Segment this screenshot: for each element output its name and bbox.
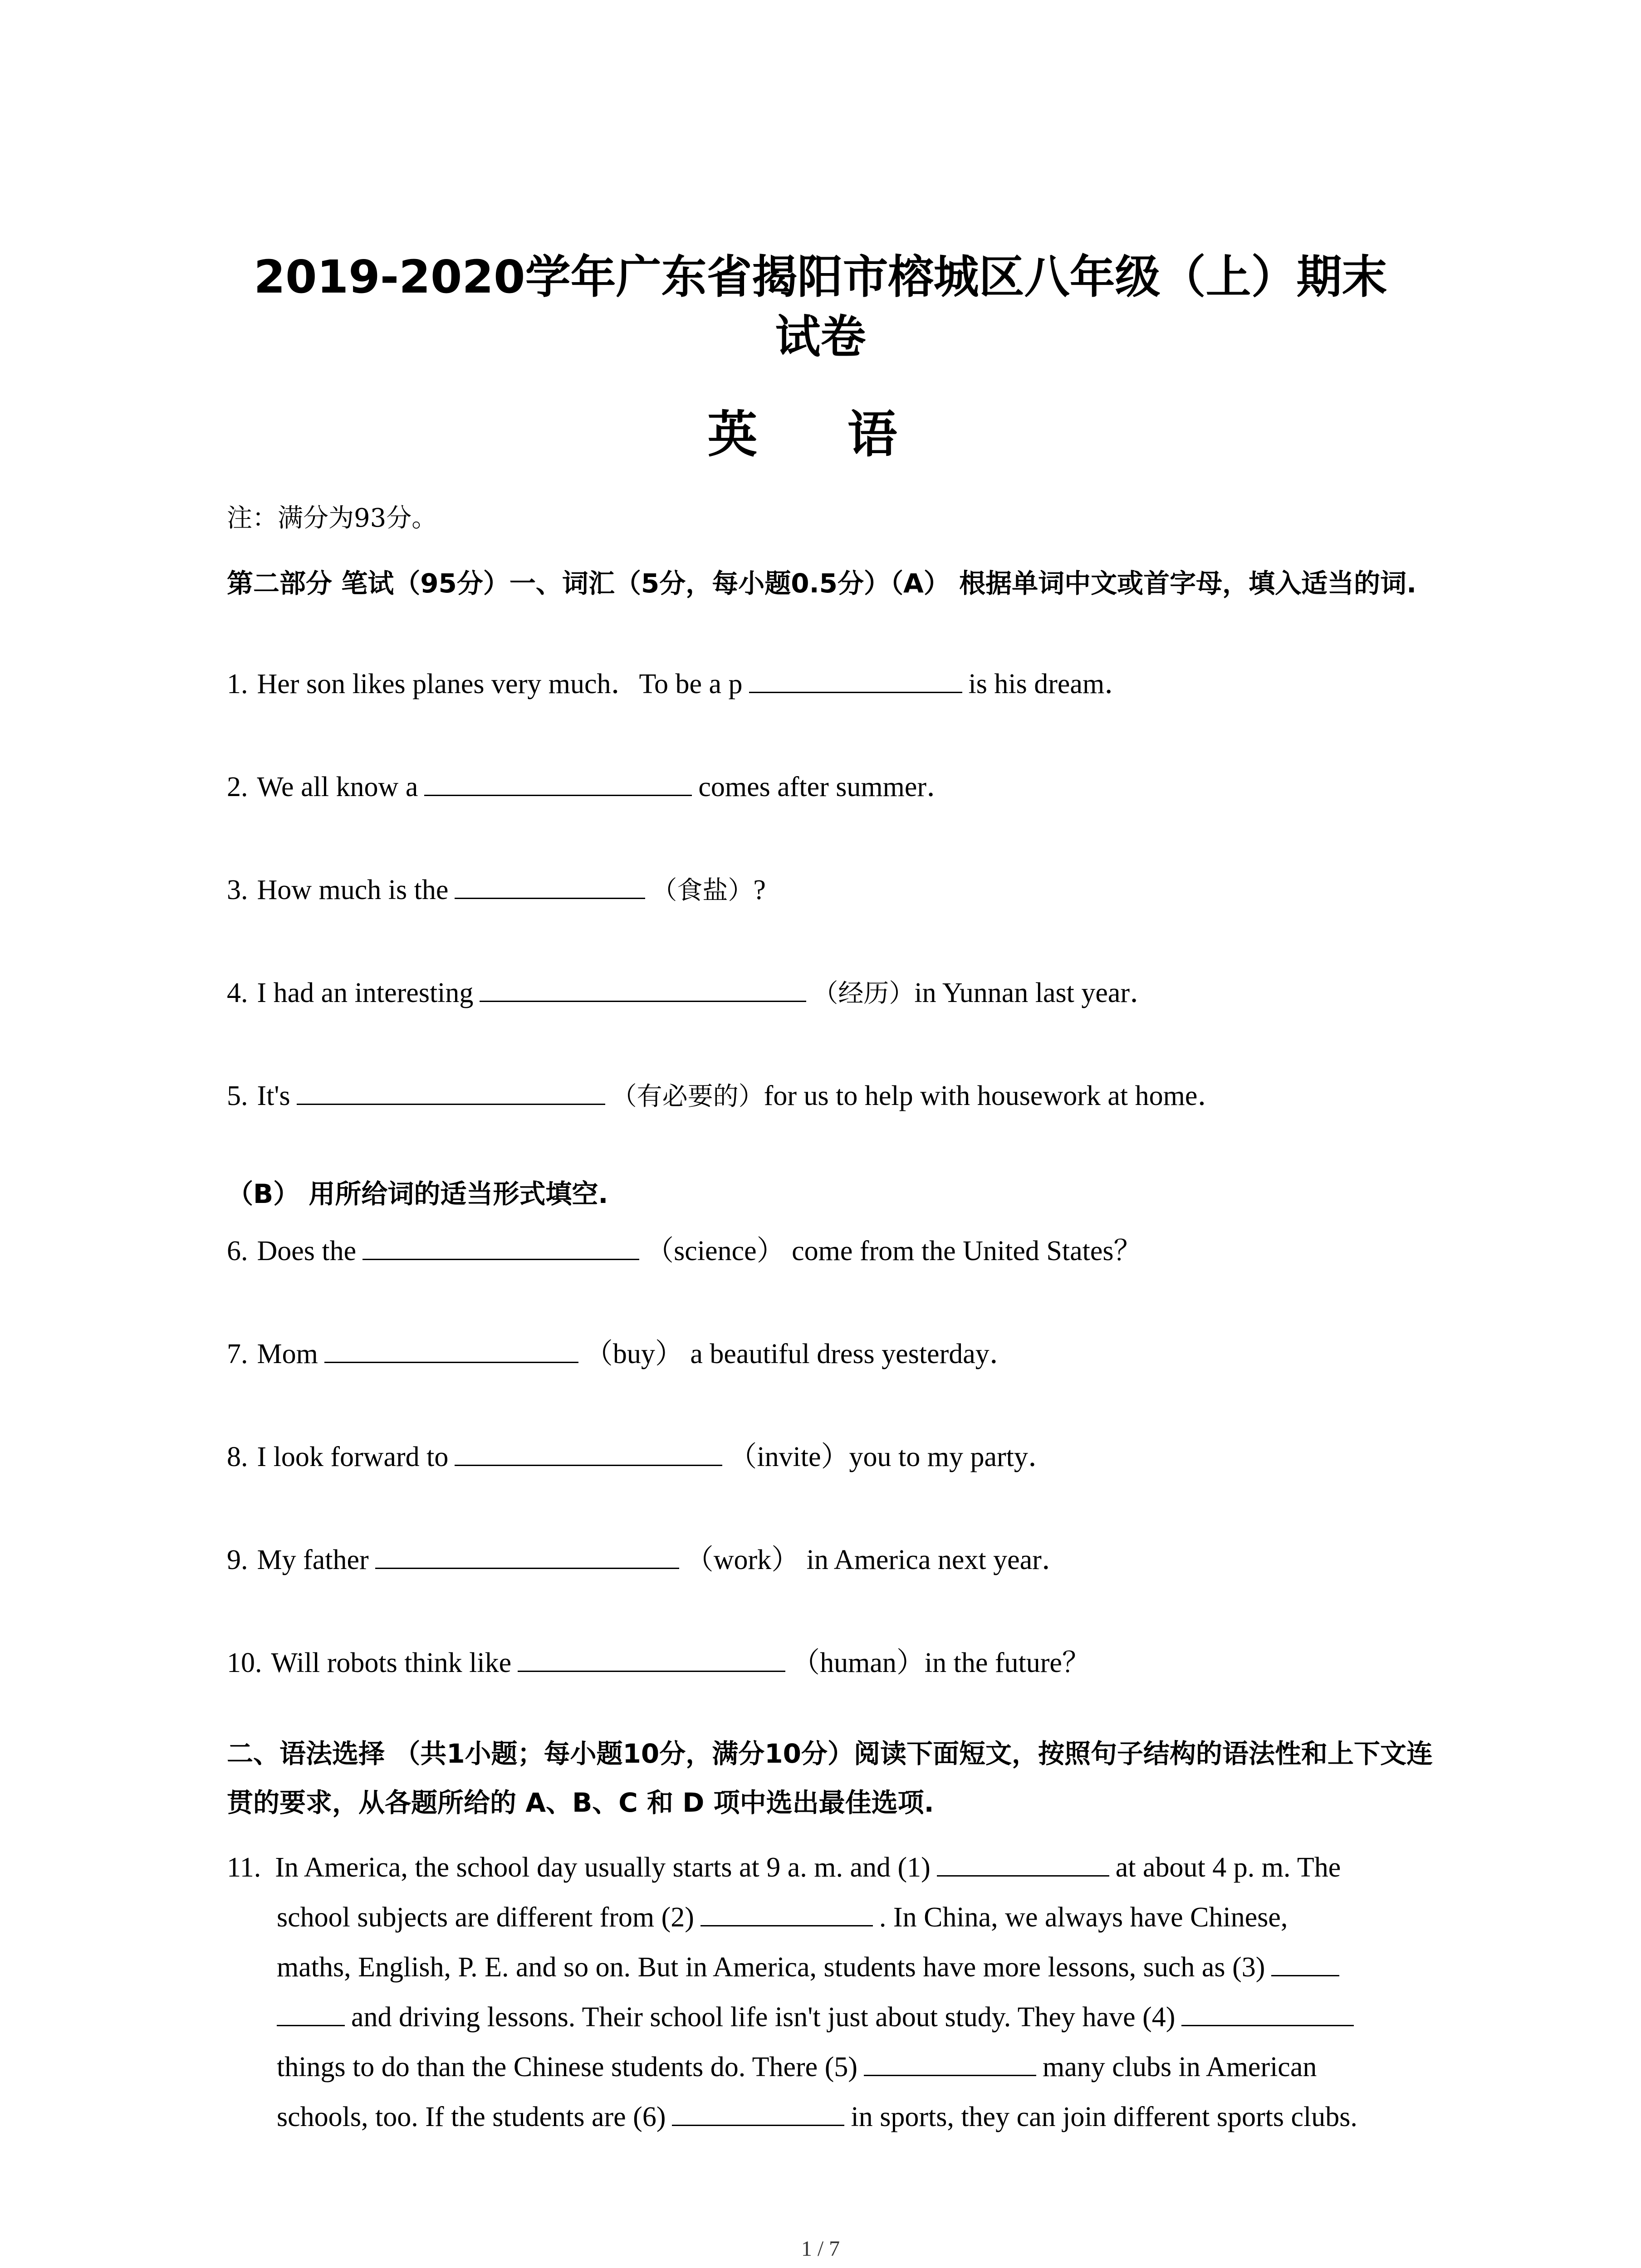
section-b-heading: （B） 用所给词的适当形式填空. xyxy=(227,1178,608,1209)
answer-blank[interactable] xyxy=(749,668,962,693)
answer-blank-1[interactable] xyxy=(937,1852,1109,1877)
question-10: 10. Will robots think like （human）in the future？ xyxy=(227,1647,1090,1678)
answer-blank[interactable] xyxy=(455,1441,722,1466)
passage-line-6: schools, too. If the students are (6) in sports, they can join different sports clubs. xyxy=(277,2102,1357,2132)
question-8: 8. I look forward to （invite）you to my party． xyxy=(227,1442,1056,1472)
answer-blank-4[interactable] xyxy=(1181,2001,1354,2026)
question-9: 9. My father （work） in America next year． xyxy=(227,1545,1070,1575)
answer-blank[interactable] xyxy=(297,1080,605,1105)
question-3: 3. How much is the （食盐）? xyxy=(227,875,766,905)
question-6: 6. Does the （science） come from the United States？ xyxy=(227,1236,1142,1266)
page-number: 1 / 7 xyxy=(801,2237,840,2261)
answer-blank[interactable] xyxy=(455,874,645,899)
title-line-1: 2019-2020学年广东省揭阳市榕城区八年级（上）期末 xyxy=(254,250,1387,303)
question-7: 7. Mom （buy） a beautiful dress yesterday． xyxy=(227,1339,1018,1369)
question-5: 5. It's （有必要的）for us to help with housework at home． xyxy=(227,1080,1226,1111)
section-2-heading: 二、语法选择 （共1小题；每小题10分，满分10分）阅读下面短文，按照句子结构的语法性和上下文连贯的要求，从各题所给的 A、B、C 和 D 项中选出最佳选项. xyxy=(227,1738,1433,1818)
answer-blank-5[interactable] xyxy=(864,2051,1036,2076)
section-a-heading: 第二部分 笔试（95分）一、词汇（5分，每小题0.5分）（A） 根据单词中文或首字母，填入适当的词. xyxy=(227,568,1417,599)
question-11-passage xyxy=(227,1843,1452,2142)
title-line-2: 试卷 xyxy=(775,310,866,363)
score-note: 注：满分为93分。 xyxy=(227,503,437,533)
subject-heading: 英 语 xyxy=(707,406,934,464)
answer-blank-6[interactable] xyxy=(672,2101,844,2126)
question-4: 4. I had an interesting （经历）in Yunnan last year． xyxy=(227,978,1158,1008)
exam-title xyxy=(0,247,1641,367)
passage-line-4: and driving lessons. Their school life isn't just about study. They have (4) xyxy=(227,1992,1452,2042)
passage-line-2: school subjects are different from (2) . In China, we always have Chinese, xyxy=(277,1902,1288,1933)
answer-blank-3b[interactable] xyxy=(277,2001,345,2026)
question-2: 2. We all know a comes after summer． xyxy=(227,772,955,802)
answer-blank-3a[interactable] xyxy=(1271,1951,1339,1976)
passage-line-1: 11. In America, the school day usually starts at 9 a. m. and (1) at about 4 p. m. The xyxy=(227,1852,1341,1883)
question-1: 1. Her son likes planes very much．To be a p is his dream． xyxy=(227,669,1133,699)
passage-line-5: things to do than the Chinese students do. There (5) many clubs in American xyxy=(277,2052,1317,2082)
passage-line-3: maths, English, P. E. and so on. But in America, students have more lessons, such as (3) xyxy=(227,1942,1452,1992)
answer-blank[interactable] xyxy=(480,977,806,1002)
answer-blank-2[interactable] xyxy=(700,1901,873,1926)
answer-blank[interactable] xyxy=(518,1647,785,1672)
answer-blank[interactable] xyxy=(362,1235,639,1260)
answer-blank[interactable] xyxy=(424,771,692,796)
answer-blank[interactable] xyxy=(375,1544,679,1569)
answer-blank[interactable] xyxy=(324,1338,578,1363)
